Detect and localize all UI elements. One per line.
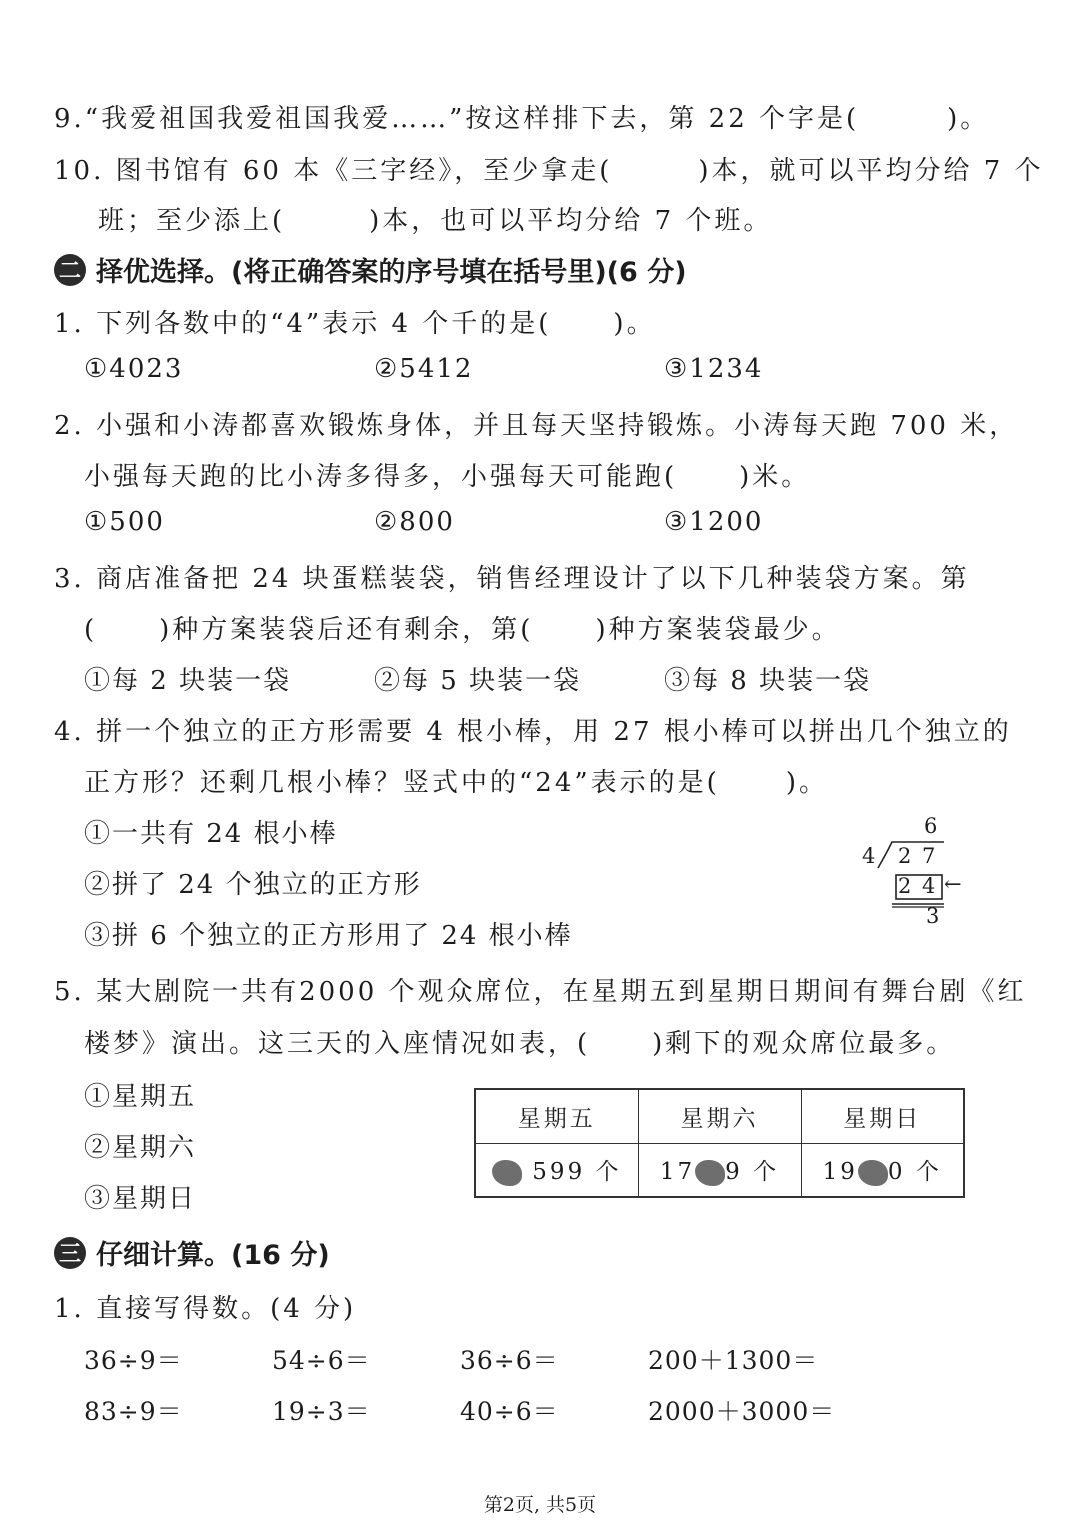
table-header-cell: 星期五 [475, 1089, 638, 1143]
table-cell: 19 0 个 [801, 1143, 964, 1197]
calc-item[interactable]: 36÷9＝ [84, 1346, 183, 1375]
attendance-table [474, 1088, 965, 1198]
option: ③星期日 [84, 1184, 197, 1214]
option: ①星期五 [84, 1082, 197, 1112]
table-header-cell: 星期六 [638, 1089, 801, 1143]
ink-smudge [695, 1160, 725, 1186]
option: ②5412 [374, 354, 474, 384]
calc-item[interactable]: 83÷9＝ [84, 1397, 183, 1426]
question-2-3-line2: ( )种方案装袋后还有剩余，第( )种方案装袋最少。 [84, 615, 841, 645]
question-2-4-line2: 正方形？还剩几根小棒？竖式中的“24”表示的是( )。 [84, 768, 828, 798]
section-number-badge: 二 [54, 254, 86, 286]
division-remainder: 3 [926, 904, 940, 928]
option: ①500 [84, 507, 165, 537]
option: ②每 5 块装一袋 [374, 666, 582, 696]
long-division-diagram [858, 814, 978, 934]
section-title: 仔细计算。(16 分) [96, 1240, 330, 1271]
calc-item[interactable]: 40÷6＝ [460, 1397, 559, 1426]
option: ②拼了 24 个独立的正方形 [84, 870, 422, 900]
table-cell: 599 个 [475, 1143, 638, 1197]
table-cell: 17 9 个 [638, 1143, 801, 1197]
section-number-badge: 三 [54, 1237, 86, 1269]
option: ①4023 [84, 354, 184, 384]
question-2-2-line1: 2. 小强和小涛都喜欢锻炼身体，并且每天坚持锻炼。小涛每天跑 700 米， [54, 411, 1019, 441]
option: ①每 2 块装一袋 [84, 666, 292, 696]
option: ③1234 [664, 354, 764, 384]
section-heading-2 [54, 250, 687, 289]
question-10-line2: 班；至少添上( )本，也可以平均分给 7 个班。 [98, 206, 773, 236]
calc-item[interactable]: 2000＋3000＝ [648, 1397, 836, 1426]
option: ②星期六 [84, 1133, 197, 1163]
question-2-5-line2: 楼梦》演出。这三天的入座情况如表，( )剩下的观众席位最多。 [84, 1029, 956, 1059]
question-10-line1: 10. 图书馆有 60 本《三字经》，至少拿走( )本，就可以平均分给 7 个 [54, 156, 1044, 186]
division-divisor: 4 [862, 844, 876, 868]
question-2-3-line1: 3. 商店准备把 24 块蛋糕装袋，销售经理设计了以下几种装袋方案。第 [54, 564, 970, 594]
option: ③每 8 块装一袋 [664, 666, 872, 696]
page-number: 第2页, 共5页 [483, 1494, 597, 1516]
question-2-1: 1. 下列各数中的“4”表示 4 个千的是( )。 [54, 309, 656, 339]
option: ③拼 6 个独立的正方形用了 24 根小棒 [84, 921, 573, 951]
section-title: 择优选择。(将正确答案的序号填在括号里)(6 分) [96, 257, 687, 288]
ink-smudge [858, 1160, 888, 1186]
question-2-4-line1: 4. 拼一个独立的正方形需要 4 根小棒，用 27 根小棒可以拼出几个独立的 [54, 717, 1012, 747]
question-3-1-title: 1. 直接写得数。(4 分) [54, 1294, 357, 1324]
division-quotient: 6 [924, 814, 938, 838]
calc-item[interactable]: 36÷6＝ [460, 1346, 559, 1375]
question-9: 9.“我爱祖国我爱祖国我爱……”按这样排下去，第 22 个字是( )。 [54, 104, 990, 134]
option: ①一共有 24 根小棒 [84, 819, 338, 849]
section-heading-3 [54, 1233, 330, 1272]
division-dividend: 2 7 [898, 844, 938, 868]
ink-smudge [492, 1160, 522, 1186]
arrow-icon: ← [944, 872, 962, 896]
calc-item[interactable]: 19÷3＝ [272, 1397, 371, 1426]
question-2-5-line1: 5. 某大剧院一共有2000 个观众席位，在星期五到星期日期间有舞台剧《红 [54, 977, 1027, 1007]
option: ②800 [374, 507, 455, 537]
option: ③1200 [664, 507, 764, 537]
division-product: 2 4 [898, 874, 938, 898]
question-2-2-line2: 小强每天跑的比小涛多得多，小强每天可能跑( )米。 [84, 462, 811, 492]
table-header-cell: 星期日 [801, 1089, 964, 1143]
calc-item[interactable]: 200＋1300＝ [648, 1346, 819, 1375]
calc-item[interactable]: 54÷6＝ [272, 1346, 371, 1375]
